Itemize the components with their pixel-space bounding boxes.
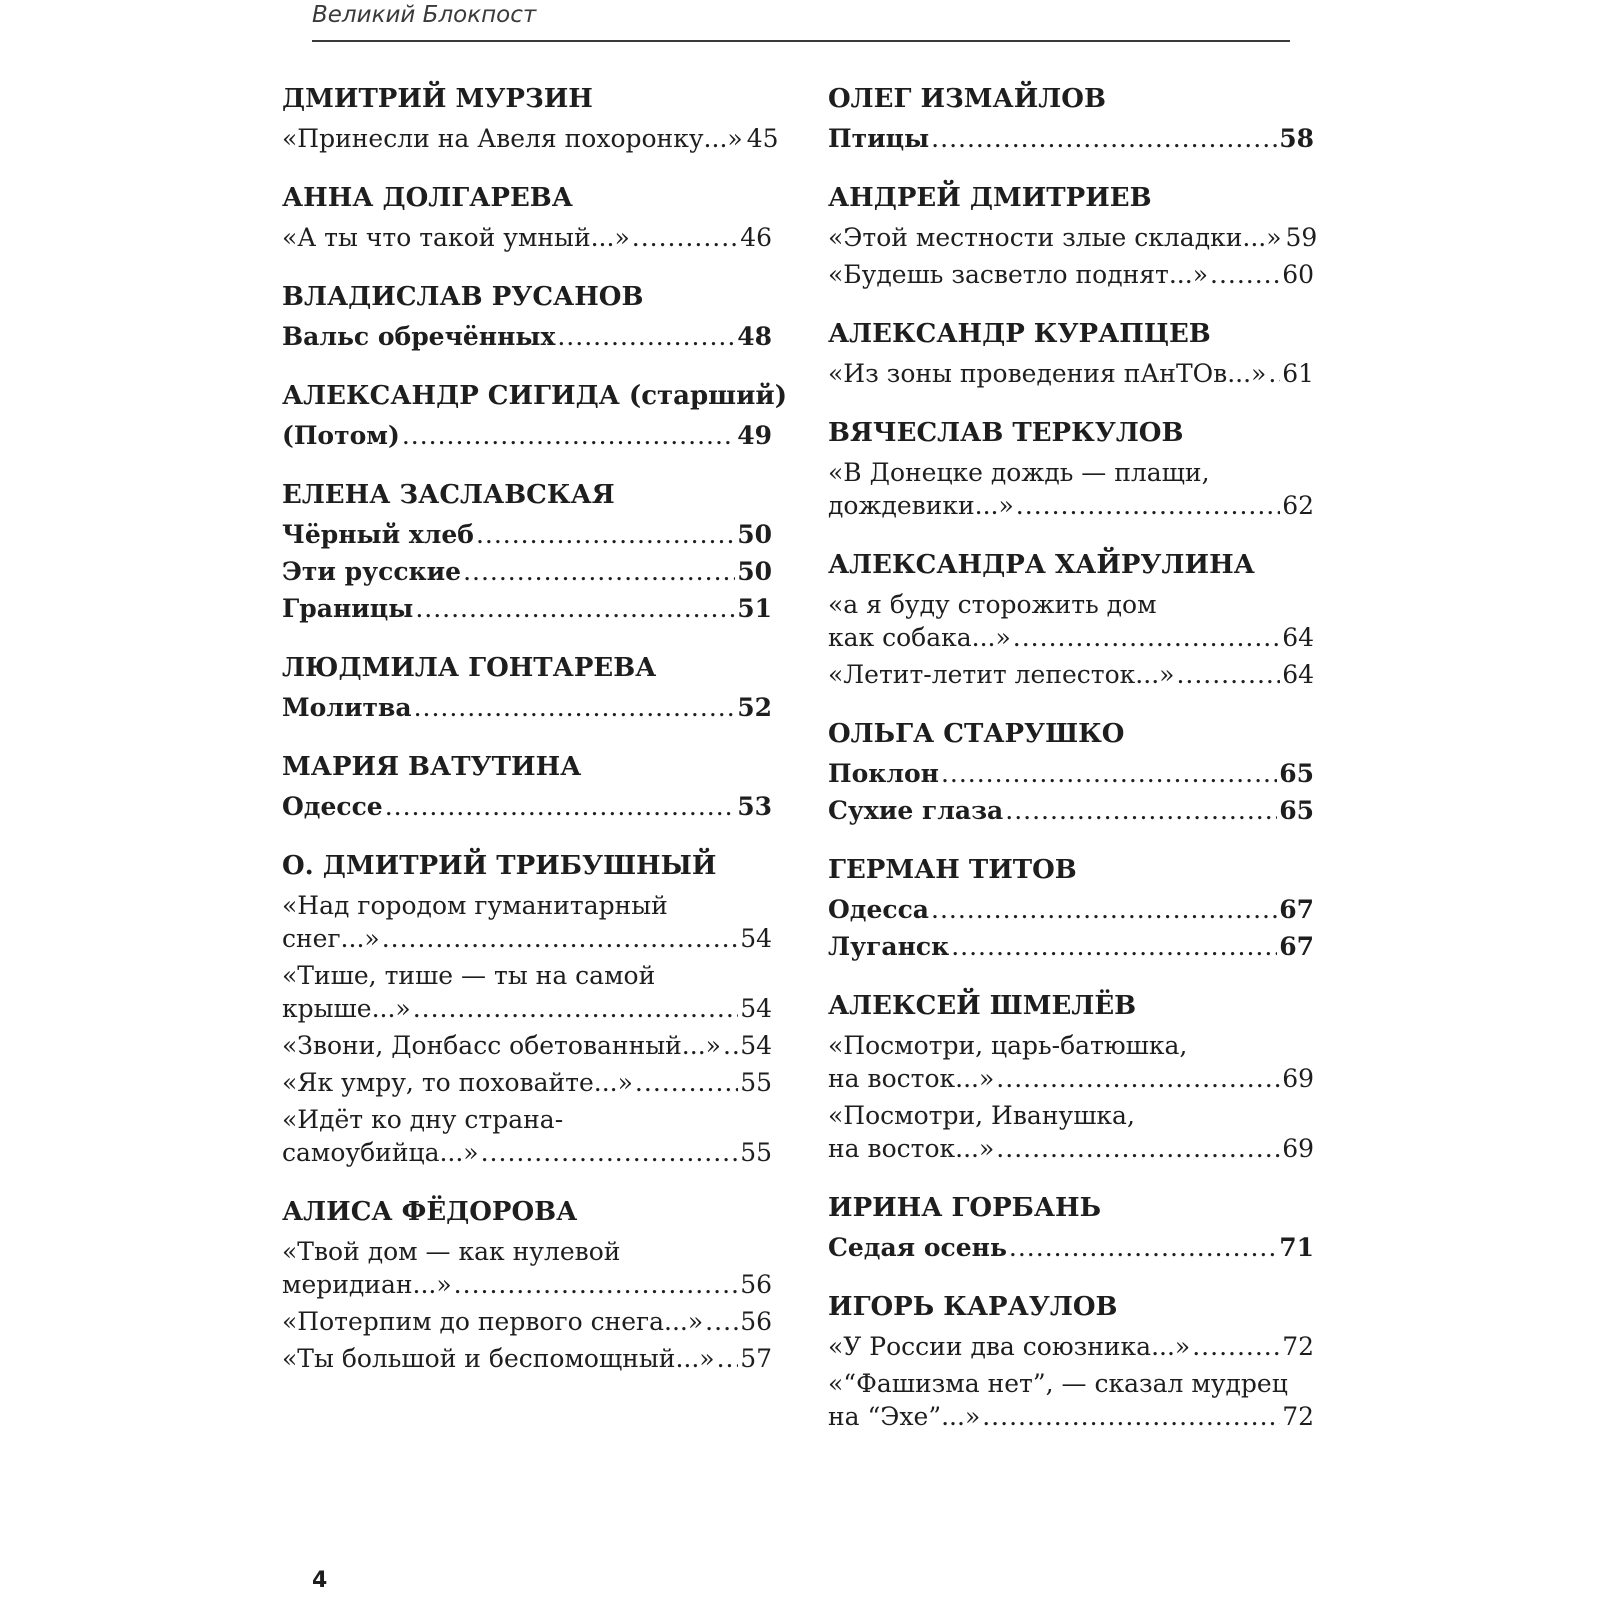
toc-section (282, 179, 772, 254)
entry-title: Молитва (282, 693, 412, 722)
dot-leader (632, 221, 738, 254)
toc-entry (282, 1029, 772, 1062)
dot-leader (413, 992, 738, 1025)
entry-title: «Як умру, то поховайте...» (282, 1068, 633, 1097)
entry-title: крыше...» (282, 994, 411, 1023)
dot-leader (982, 1400, 1280, 1433)
toc-entry (282, 790, 772, 823)
entry-page-number: 55 (740, 1068, 772, 1097)
entry-page-number: 69 (1282, 1134, 1314, 1163)
entry-title: «У России два союзника...» (828, 1332, 1191, 1361)
dot-leader (402, 419, 735, 452)
toc-entry (828, 1231, 1314, 1264)
toc-section (828, 80, 1314, 155)
author-name: АЛЕКСАНДР КУРАПЦЕВ (828, 319, 1211, 349)
dot-leader (635, 1066, 738, 1099)
toc-entry (828, 794, 1314, 827)
toc-entry (282, 419, 772, 452)
entry-title: Границы (282, 594, 414, 623)
dot-leader (931, 893, 1277, 926)
entry-page-number: 64 (1282, 623, 1314, 652)
entry-page-number: 51 (737, 594, 772, 623)
entry-title-first-line: «Над городом гуманитарный (282, 891, 668, 920)
entry-page-number: 56 (740, 1270, 772, 1299)
dot-leader (1210, 258, 1280, 291)
entry-title-first-line: «Посмотри, Иванушка, (828, 1101, 1135, 1130)
toc-entry (828, 1029, 1314, 1095)
toc-section (282, 1193, 772, 1375)
toc-entry (282, 320, 772, 353)
entry-title-first-line: «Идёт ко дну страна- (282, 1105, 564, 1134)
toc-entry (828, 456, 1314, 522)
entry-title: Поклон (828, 759, 939, 788)
entry-title: Луганск (828, 932, 950, 961)
toc-entry (828, 930, 1314, 963)
running-head: Великий Блокпост (312, 2, 537, 28)
entry-title: «Летит-летит лепесток...» (828, 660, 1175, 689)
dot-leader (481, 1136, 739, 1169)
toc-entry (828, 757, 1314, 790)
entry-page-number: 59 (1285, 223, 1318, 252)
dot-leader (1192, 1330, 1280, 1363)
toc-section (828, 179, 1318, 291)
toc-section (282, 649, 772, 724)
author-name: ВЯЧЕСЛАВ ТЕРКУЛОВ (828, 418, 1184, 448)
toc-entry (828, 658, 1314, 691)
dot-leader (1009, 1231, 1277, 1264)
dot-leader (951, 930, 1277, 963)
entry-title: «А ты что такой умный...» (282, 223, 630, 252)
toc-section (828, 1189, 1314, 1264)
entry-page-number: 72 (1282, 1402, 1314, 1431)
author-name: ДМИТРИЙ МУРЗИН (282, 84, 593, 114)
dot-leader (1176, 658, 1280, 691)
entry-title: «Будешь засветло поднят...» (828, 260, 1208, 289)
dot-leader (414, 691, 736, 724)
entry-title: дождевики...» (828, 491, 1014, 520)
entry-title: Сухие глаза (828, 796, 1004, 825)
dot-leader (705, 1305, 738, 1338)
dot-leader (996, 1062, 1280, 1095)
entry-title-first-line: «Твой дом — как нулевой (282, 1237, 621, 1266)
dot-leader (931, 122, 1277, 155)
entry-title: на восток...» (828, 1064, 995, 1093)
dot-leader (1016, 489, 1280, 522)
toc-section (282, 377, 787, 452)
dot-leader (463, 555, 735, 588)
toc-entry (828, 1330, 1314, 1363)
entry-title-first-line: «В Донецке дождь — плащи, (828, 458, 1210, 487)
author-name: ВЛАДИСЛАВ РУСАНОВ (282, 282, 644, 312)
toc-section (282, 476, 772, 625)
dot-leader (454, 1268, 739, 1301)
dot-leader (717, 1342, 739, 1375)
entry-title: самоубийца...» (282, 1138, 479, 1167)
dot-leader (415, 592, 735, 625)
entry-page-number: 65 (1279, 796, 1314, 825)
author-name: О. ДМИТРИЙ ТРИБУШНЫЙ (282, 851, 717, 881)
entry-title: (Потом) (282, 421, 400, 450)
toc-entry (828, 221, 1318, 254)
toc-entry (828, 893, 1314, 926)
toc-entry (828, 1367, 1314, 1433)
author-name: ОЛЕГ ИЗМАЙЛОВ (828, 84, 1106, 114)
entry-page-number: 46 (740, 223, 772, 252)
entry-title: Одесса (828, 895, 929, 924)
toc-section (282, 847, 772, 1169)
entry-page-number: 49 (737, 421, 772, 450)
entry-page-number: 55 (740, 1138, 772, 1167)
author-name: ИГОРЬ КАРАУЛОВ (828, 1292, 1118, 1322)
dot-leader (1005, 794, 1277, 827)
toc-entry (828, 1099, 1314, 1165)
entry-title: на восток...» (828, 1134, 995, 1163)
toc-entry (282, 1066, 772, 1099)
toc-section (828, 1288, 1314, 1433)
toc-entry (828, 258, 1314, 291)
toc-entry (282, 1342, 772, 1375)
entry-page-number: 53 (737, 792, 772, 821)
toc-entry (828, 122, 1314, 155)
entry-title: снег...» (282, 924, 380, 953)
dot-leader (941, 757, 1277, 790)
author-name: АЛЕКСАНДРА ХАЙРУЛИНА (828, 550, 1255, 580)
page-number: 4 (312, 1568, 328, 1593)
entry-title: Эти русские (282, 557, 462, 586)
entry-page-number: 65 (1279, 759, 1314, 788)
entry-title-first-line: «“Фашизма нет”, — сказал мудрец (828, 1369, 1288, 1398)
toc-section (282, 748, 772, 823)
toc-entry (282, 518, 772, 551)
author-name: МАРИЯ ВАТУТИНА (282, 752, 582, 782)
entry-title: «Из зоны проведения пАнТОв...» (828, 359, 1267, 388)
author-name: ЛЮДМИЛА ГОНТАРЕВА (282, 653, 657, 683)
toc-right-column (828, 80, 1318, 1457)
toc-section (828, 715, 1314, 827)
entry-title-first-line: «Тише, тише — ты на самой (282, 961, 656, 990)
entry-title: «Принесли на Авеля похоронку...» (282, 124, 743, 153)
entry-title: Вальс обречённых (282, 322, 556, 351)
toc-entry (282, 555, 772, 588)
entry-title: «Потерпим до первого снега...» (282, 1307, 704, 1336)
entry-title: «Этой местности злые складки...» (828, 223, 1282, 252)
entry-page-number: 72 (1282, 1332, 1314, 1361)
entry-page-number: 50 (737, 557, 772, 586)
author-name: ЕЛЕНА ЗАСЛАВСКАЯ (282, 480, 615, 510)
entry-page-number: 56 (740, 1307, 772, 1336)
header-rule (312, 40, 1290, 42)
toc-entry (282, 959, 772, 1025)
entry-page-number: 54 (740, 924, 772, 953)
dot-leader (723, 1029, 738, 1062)
dot-leader (476, 518, 735, 551)
entry-page-number: 64 (1282, 660, 1314, 689)
entry-page-number: 67 (1279, 932, 1314, 961)
entry-title: Одессе (282, 792, 383, 821)
toc-section (828, 851, 1314, 963)
entry-title: «Звони, Донбасс обетованный...» (282, 1031, 721, 1060)
entry-page-number: 60 (1282, 260, 1314, 289)
author-name: АЛИСА ФЁДОРОВА (282, 1197, 578, 1227)
entry-title: меридиан...» (282, 1270, 452, 1299)
entry-page-number: 62 (1282, 491, 1314, 520)
toc-entry (282, 1305, 772, 1338)
dot-leader (382, 922, 738, 955)
toc-entry (282, 889, 772, 955)
toc-section (282, 278, 772, 353)
toc-entry (282, 1103, 772, 1169)
entry-title-first-line: «Посмотри, царь-батюшка, (828, 1031, 1188, 1060)
toc-section (828, 414, 1314, 522)
entry-title: как собака...» (828, 623, 1011, 652)
entry-page-number: 48 (737, 322, 772, 351)
entry-page-number: 69 (1282, 1064, 1314, 1093)
author-name: АЛЕКСЕЙ ШМЕЛЁВ (828, 991, 1137, 1021)
entry-page-number: 54 (740, 994, 772, 1023)
entry-page-number: 58 (1279, 124, 1314, 153)
entry-page-number: 54 (740, 1031, 772, 1060)
entry-title: Птицы (828, 124, 930, 153)
entry-title: Седая осень (828, 1233, 1007, 1262)
entry-title: Чёрный хлеб (282, 520, 474, 549)
toc-section (828, 546, 1314, 691)
entry-title: «Ты большой и беспомощный...» (282, 1344, 715, 1373)
entry-page-number: 57 (740, 1344, 772, 1373)
dot-leader (1013, 621, 1280, 654)
toc-entry (282, 221, 772, 254)
entry-page-number: 50 (737, 520, 772, 549)
dot-leader (385, 790, 736, 823)
dot-leader (557, 320, 735, 353)
dot-leader (1268, 357, 1280, 390)
toc-left-column (282, 80, 787, 1399)
entry-page-number: 67 (1279, 895, 1314, 924)
toc-section (282, 80, 779, 155)
author-name: АЛЕКСАНДР СИГИДА (старший) (282, 381, 787, 411)
entry-page-number: 45 (746, 124, 779, 153)
entry-page-number: 71 (1279, 1233, 1314, 1262)
toc-entry (828, 357, 1314, 390)
entry-page-number: 52 (737, 693, 772, 722)
author-name: ИРИНА ГОРБАНЬ (828, 1193, 1102, 1223)
entry-page-number: 61 (1282, 359, 1314, 388)
entry-title: на “Эхе”...» (828, 1402, 981, 1431)
dot-leader (996, 1132, 1280, 1165)
author-name: АННА ДОЛГАРЕВА (282, 183, 573, 213)
author-name: ГЕРМАН ТИТОВ (828, 855, 1077, 885)
toc-section (828, 315, 1314, 390)
toc-entry (282, 122, 779, 155)
toc-section (828, 987, 1314, 1165)
toc-entry (282, 1235, 772, 1301)
author-name: ОЛЬГА СТАРУШКО (828, 719, 1125, 749)
author-name: АНДРЕЙ ДМИТРИЕВ (828, 183, 1152, 213)
entry-title-first-line: «а я буду сторожить дом (828, 590, 1157, 619)
toc-entry (282, 592, 772, 625)
toc-entry (828, 588, 1314, 654)
toc-entry (282, 691, 772, 724)
